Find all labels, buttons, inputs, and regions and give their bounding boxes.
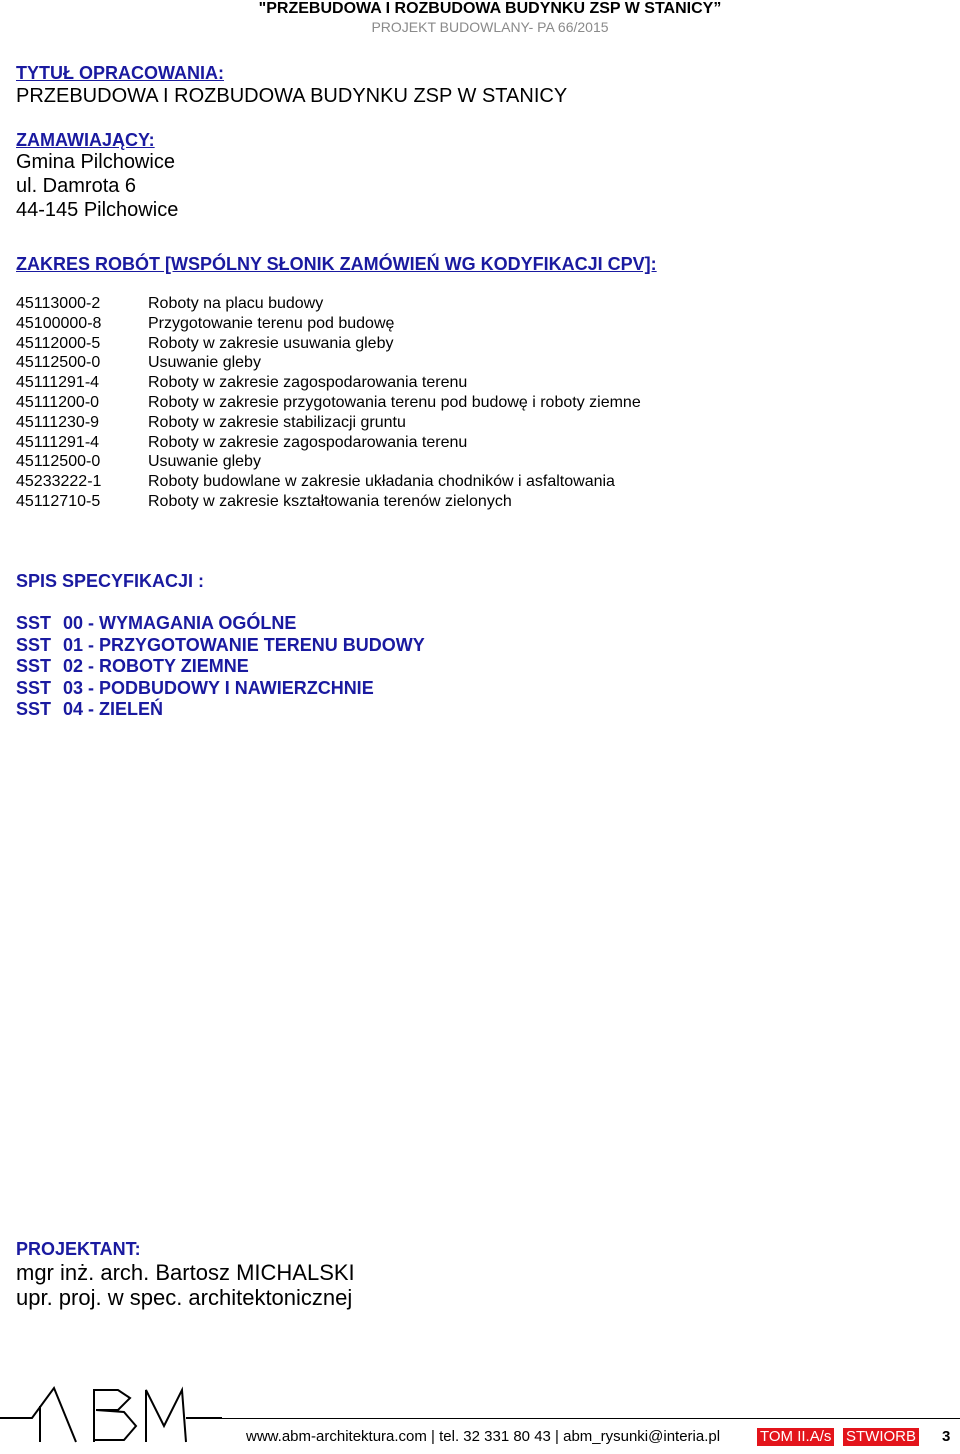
spec-text: 04 - ZIELEŃ	[63, 699, 164, 720]
cpv-desc: Usuwanie gleby	[148, 354, 261, 372]
cpv-desc: Roboty w zakresie kształtowania terenów zielonych	[148, 492, 512, 510]
spec-code: SST	[16, 656, 52, 677]
scope-label: ZAKRES ROBÓT [WSPÓLNY SŁONIK ZAMÓWIEŃ WG KODYFIKACJI CPV]:	[16, 254, 657, 274]
cpv-row	[16, 492, 641, 512]
cpv-desc: Roboty w zakresie przygotowania terenu pod budowę i roboty ziemne	[148, 393, 641, 411]
specs-list	[16, 613, 425, 721]
document-header-subtitle: PROJEKT BUDOWLANY- PA 66/2015	[371, 19, 609, 35]
spec-code: SST	[16, 699, 52, 720]
spec-code: SST	[16, 677, 52, 698]
footer-divider	[220, 1418, 960, 1419]
spec-item	[16, 699, 425, 721]
cpv-code: 45111200-0	[16, 393, 100, 411]
cpv-row	[16, 353, 641, 373]
designer-label: PROJEKTANT:	[16, 1239, 141, 1259]
spec-item	[16, 613, 425, 635]
document-header-title: "PRZEBUDOWA I ROZBUDOWA BUDYNKU ZSP W STANICY”	[258, 0, 722, 17]
cpv-row	[16, 413, 641, 433]
cpv-row	[16, 373, 641, 393]
spec-code: SST	[16, 613, 52, 633]
cpv-code: 45113000-2	[16, 295, 101, 312]
spec-code: SST	[16, 634, 52, 655]
title-label: TYTUŁ OPRACOWANIA:	[16, 63, 224, 83]
cpv-row	[16, 393, 641, 413]
spec-text: 00 - WYMAGANIA OGÓLNE	[63, 613, 297, 633]
spec-text: 03 - PODBUDOWY I NAWIERZCHNIE	[63, 677, 374, 698]
cpv-row	[16, 314, 641, 334]
cpv-code: 45112500-0	[16, 354, 101, 372]
client-label: ZAMAWIAJĄCY:	[16, 130, 155, 150]
specs-label: SPIS SPECYFIKACJI :	[16, 571, 205, 591]
cpv-code: 45112500-0	[16, 453, 101, 471]
spec-text: 02 - ROBOTY ZIEMNE	[63, 656, 249, 677]
client-street: ul. Damrota 6	[16, 175, 137, 197]
spec-item	[16, 635, 425, 657]
cpv-row	[16, 334, 641, 354]
cpv-code: 45100000-8	[16, 314, 102, 332]
document-type-tag: STWIORB	[843, 1428, 919, 1446]
cpv-code: 45233222-1	[16, 473, 102, 491]
cpv-row	[16, 452, 641, 472]
abm-logo	[0, 1382, 222, 1448]
client-name: Gmina Pilchowice	[16, 151, 175, 173]
cpv-desc: Roboty na placu budowy	[148, 295, 324, 312]
cpv-desc: Roboty w zakresie usuwania gleby	[148, 334, 394, 352]
page-number: 3	[942, 1428, 951, 1445]
cpv-code: 45111230-9	[16, 413, 100, 431]
volume-tag: TOM II.A/s	[757, 1428, 834, 1446]
cpv-desc: Roboty w zakresie stabilizacji gruntu	[148, 413, 406, 431]
designer-name: mgr inż. arch. Bartosz MICHALSKI	[16, 1260, 355, 1285]
cpv-table	[16, 294, 641, 512]
spec-text: 01 - PRZYGOTOWANIE TERENU BUDOWY	[63, 634, 425, 655]
spec-item	[16, 678, 425, 700]
title-value: PRZEBUDOWA I ROZBUDOWA BUDYNKU ZSP W STANICY	[16, 85, 568, 107]
cpv-code: 45112000-5	[16, 334, 101, 352]
cpv-code: 45111291-4	[16, 374, 100, 392]
cpv-row	[16, 433, 641, 453]
cpv-desc: Roboty w zakresie zagospodarowania terenu	[148, 374, 468, 392]
footer-contact: www.abm-architektura.com | tel. 32 331 80 43 | abm_rysunki@interia.pl	[246, 1428, 721, 1445]
cpv-code: 45112710-5	[16, 492, 101, 510]
cpv-row	[16, 472, 641, 492]
designer-qualification: upr. proj. w spec. architektonicznej	[16, 1285, 353, 1310]
cpv-code: 45111291-4	[16, 433, 100, 451]
cpv-row	[16, 294, 641, 314]
cpv-desc: Usuwanie gleby	[148, 453, 261, 471]
cpv-desc: Roboty budowlane w zakresie układania chodników i asfaltowania	[148, 473, 615, 491]
cpv-desc: Roboty w zakresie zagospodarowania terenu	[148, 433, 468, 451]
client-city: 44-145 Pilchowice	[16, 199, 179, 221]
spec-item	[16, 656, 425, 678]
cpv-desc: Przygotowanie terenu pod budowę	[148, 314, 395, 332]
